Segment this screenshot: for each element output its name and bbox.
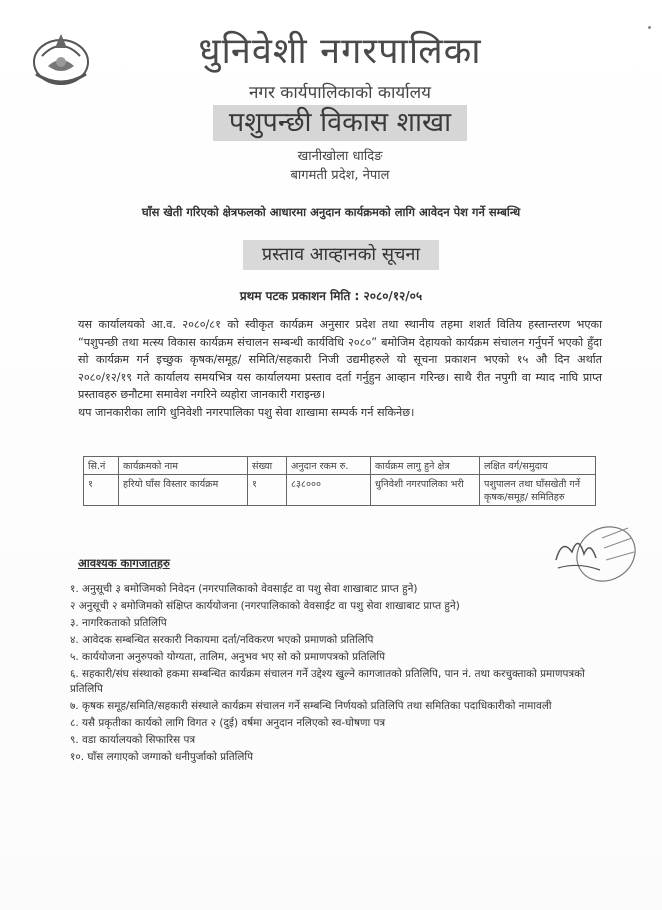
scan-mark <box>648 26 651 29</box>
table-cell: १ <box>248 475 287 506</box>
table-header: कार्यक्रमको नाम <box>119 457 248 475</box>
office-name: नगर कार्यपालिकाको कार्यालय <box>248 83 432 103</box>
list-item: १. अनुसूची ३ बमोजिमको निवेदन (नगरपालिकाको वेवसाईट वा पशु सेवा शाखाबाट प्राप्त हुने) <box>70 583 418 595</box>
table-header: सि.नं <box>84 457 119 475</box>
table-cell: धुनिवेशी नगरपालिका भरी <box>371 475 480 506</box>
nepal-government-emblem-icon <box>30 26 92 88</box>
address-line-1: खानीखोला धादिङ <box>297 149 383 164</box>
publication-date: प्रथम पटक प्रकाशन मिति : २०८०/१२/०५ <box>239 289 423 303</box>
list-item: ५. कार्ययोजना अनुरुपको योग्यता, तालिम, अनुभव भए सो को प्रमाणपत्रको प्रतिलिपि <box>70 651 385 663</box>
list-item: ८. यसै प्रकृतीका कार्यको लागि विगत २ (दुई) वर्षमा अनुदान नलिएको स्व-घोषणा पत्र <box>70 717 386 729</box>
notice-body <box>78 316 602 421</box>
list-item: ६. सहकारी/संघ संस्थाको हकमा सम्बन्धित कार्यक्रम संचालन गर्ने उद्देश्य खुल्ने कागजातको प्रतिलिपि, पान नं. तथा करचुक्ताको प्रमाणपत्रको प्रतिलिपि <box>70 668 585 695</box>
list-item: ९. वडा कार्यालयको सिफारिस पत्र <box>70 734 196 746</box>
list-item: २ अनुसूची २ बमोजिमको संक्षिप्त कार्ययोजना (नगरपालिकाको वेवसाईट वा पशु सेवा शाखाबाट प्राप्त हुने) <box>70 600 460 612</box>
table-cell: ८३८००० <box>287 475 371 506</box>
table-header: लक्षित वर्ग/समुदाय <box>480 457 596 475</box>
notice-title: प्रस्ताव आव्हानको सूचना <box>243 240 439 270</box>
table-header: अनुदान रकम रु. <box>287 457 371 475</box>
official-signature-stamp-icon <box>548 518 640 588</box>
table-header-row <box>84 457 596 475</box>
body-paragraph: यस कार्यालयको आ.व. २०८०/८१ को स्वीकृत कार्यक्रम अनुसार प्रदेश तथा स्थानीय तहमा शशर्त वितिय हस्तान्तरण भएका “पशुपन्छी तथा मत्स्य विकास कार्यक्रम संचालन सम्बन्धी कार्यविधि २०८०” बमोजिम देहायको कार्यक्रम संचालन गर्नुपर्ने भएको हुँदा सो कार्यक्रम गर्न इच्छुक कृषक/समूह/ समिति/सहकारी निजी उद्यमीहरुले यो सूचना प्रकाशन भएको १५ औ दिन अर्थात २०८०/१२/१९ गते कार्यालय समयभित्र यस कार्यालयमा प्रस्ताव दर्ता गर्नुहुन आव्हान गरिन्छ। साथै रीत नपुगी वा म्याद नाघि प्राप्त प्रस्तावहरु छनौटमा समावेश नगरिने व्यहोरा जानकारी गराइन्छ। <box>78 318 602 401</box>
list-item: ४. आवेदक सम्बन्धित सरकारी निकायमा दर्ता/नविकरण भएको प्रमाणको प्रतिलिपि <box>70 634 374 646</box>
subject-line: घाँस खेती गरिएको क्षेत्रफलको आधारमा अनुदान कार्यक्रमको लागि आवेदन पेश गर्ने सम्बन्धि <box>141 205 521 219</box>
list-item: १०. घाँस लगाएको जग्गाको धनीपुर्जाको प्रतिलिपि <box>70 751 254 763</box>
branch-name: पशुपन्छी विकास शाखा <box>213 105 467 141</box>
table-cell: १ <box>84 475 119 506</box>
municipality-title: धुनिवेशी नगरपालिका <box>198 31 482 72</box>
address-line-2: बागमती प्रदेश, नेपाल <box>290 168 390 183</box>
table-header: संख्या <box>248 457 287 475</box>
table-row <box>84 475 596 506</box>
table-cell: हरियो घाँस विस्तार कार्यक्रम <box>119 475 248 506</box>
table-cell: पशुपालन तथा घाँसखेती गर्ने कृषक/समूह/ समितिहरु <box>480 475 596 506</box>
table-header: कार्यक्रम लागु हुने क्षेत्र <box>371 457 480 475</box>
list-item: ७. कृषक समूह/समिति/सहकारी संस्थाले कार्यक्रम संचालन गर्ने सम्बन्धि निर्णयको प्रतिलिपि तथा समितिका पदाधिकारीको नामावली <box>70 700 552 712</box>
program-table <box>83 456 596 506</box>
contact-paragraph: थप जानकारीका लागि धुनिवेशी नगरपालिका पशु सेवा शाखामा सम्पर्क गर्न सकिनेछ। <box>78 405 415 419</box>
documents-heading: आवश्यक कागजातहरु <box>78 556 170 570</box>
list-item: ३. नागरिकताको प्रतिलिपि <box>70 617 167 629</box>
documents-list <box>70 582 610 767</box>
